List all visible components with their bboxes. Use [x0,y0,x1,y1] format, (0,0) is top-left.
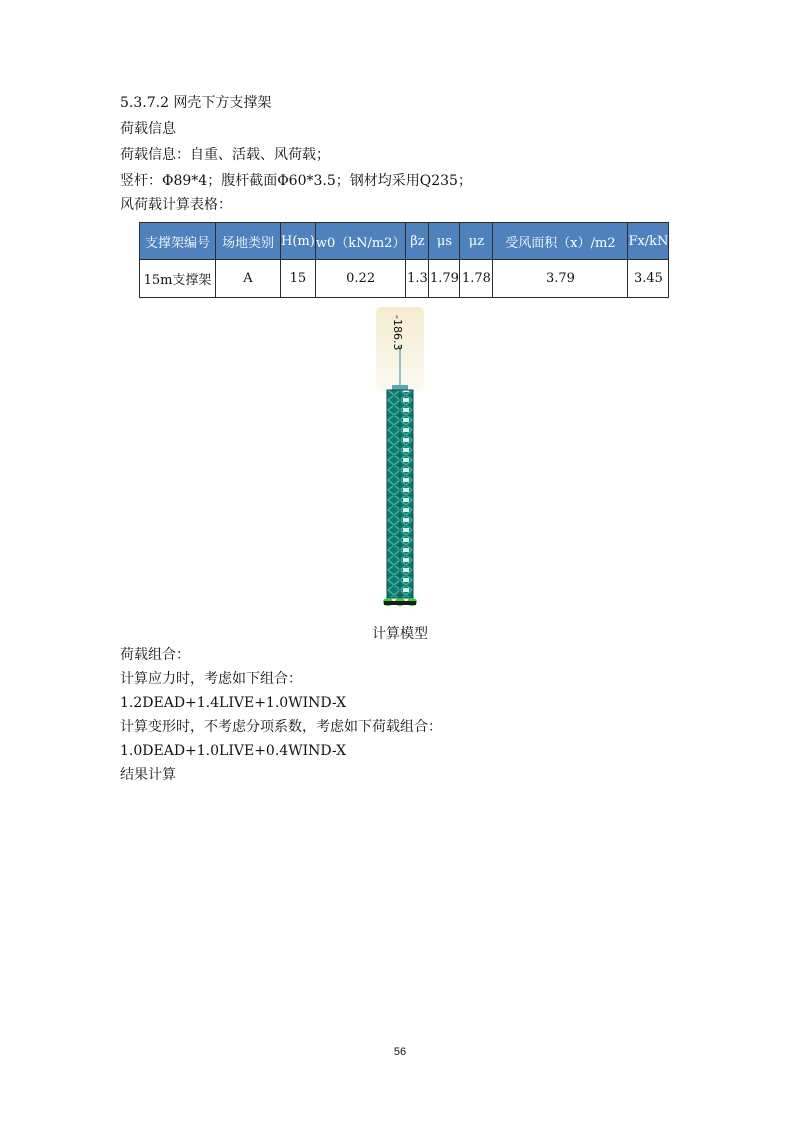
results-heading: 结果计算 [120,767,176,783]
base-plate [384,601,416,605]
deform-combo: 1.0DEAD+1.0LIVE+0.4WIND-X [120,743,347,759]
deform-combo-intro: 计算变形时，不考虑分项系数，考虑如下荷载组合： [120,719,442,735]
load-info-line: 荷载信息：自重、活载、风荷载； [120,147,330,163]
members-line: 竖杆：Φ89*4；腹杆截面Φ60*3.5；钢材均采用Q235； [120,173,472,189]
table-cell: 1.79 [429,260,460,298]
table-cell: 3.79 [493,260,628,298]
load-value-label: -186.3 [391,315,404,351]
page-number: 56 [393,1046,407,1058]
header-cell: w0（kN/m2） [315,223,406,260]
combo-heading: 荷载组合： [120,647,190,663]
table-cell: 15 [281,260,316,298]
header-cell: μs [429,223,460,260]
load-info-heading: 荷载信息 [120,121,176,137]
table-cell: A [216,260,281,298]
figure-caption: 计算模型 [372,626,428,642]
table-row [140,260,669,298]
stress-combo-intro: 计算应力时，考虑如下组合： [120,671,302,687]
section-title: 5.3.7.2 网壳下方支撑架 [120,95,272,111]
table-cell: 15m支撑架 [140,260,216,298]
header-cell: Fx/kN [628,223,669,260]
truss-model-drawing [370,305,430,610]
wind-table-heading: 风荷载计算表格： [120,197,232,213]
header-cell: βz [406,223,429,260]
header-cell: 受风面积（x）/m2 [493,223,628,260]
header-cell: 支撑架编号 [140,223,216,260]
header-cell: μz [460,223,493,260]
header-cell: H(m) [281,223,316,260]
table-cell: 0.22 [315,260,406,298]
table-header-row [140,223,669,260]
table-cell: 1.3 [406,260,429,298]
stress-combo: 1.2DEAD+1.4LIVE+1.0WIND-X [120,695,347,711]
wind-load-table [139,222,669,298]
header-cell: 场地类别 [216,223,281,260]
table-cell: 1.78 [460,260,493,298]
table-cell: 3.45 [628,260,669,298]
calculation-model-figure [370,305,430,610]
